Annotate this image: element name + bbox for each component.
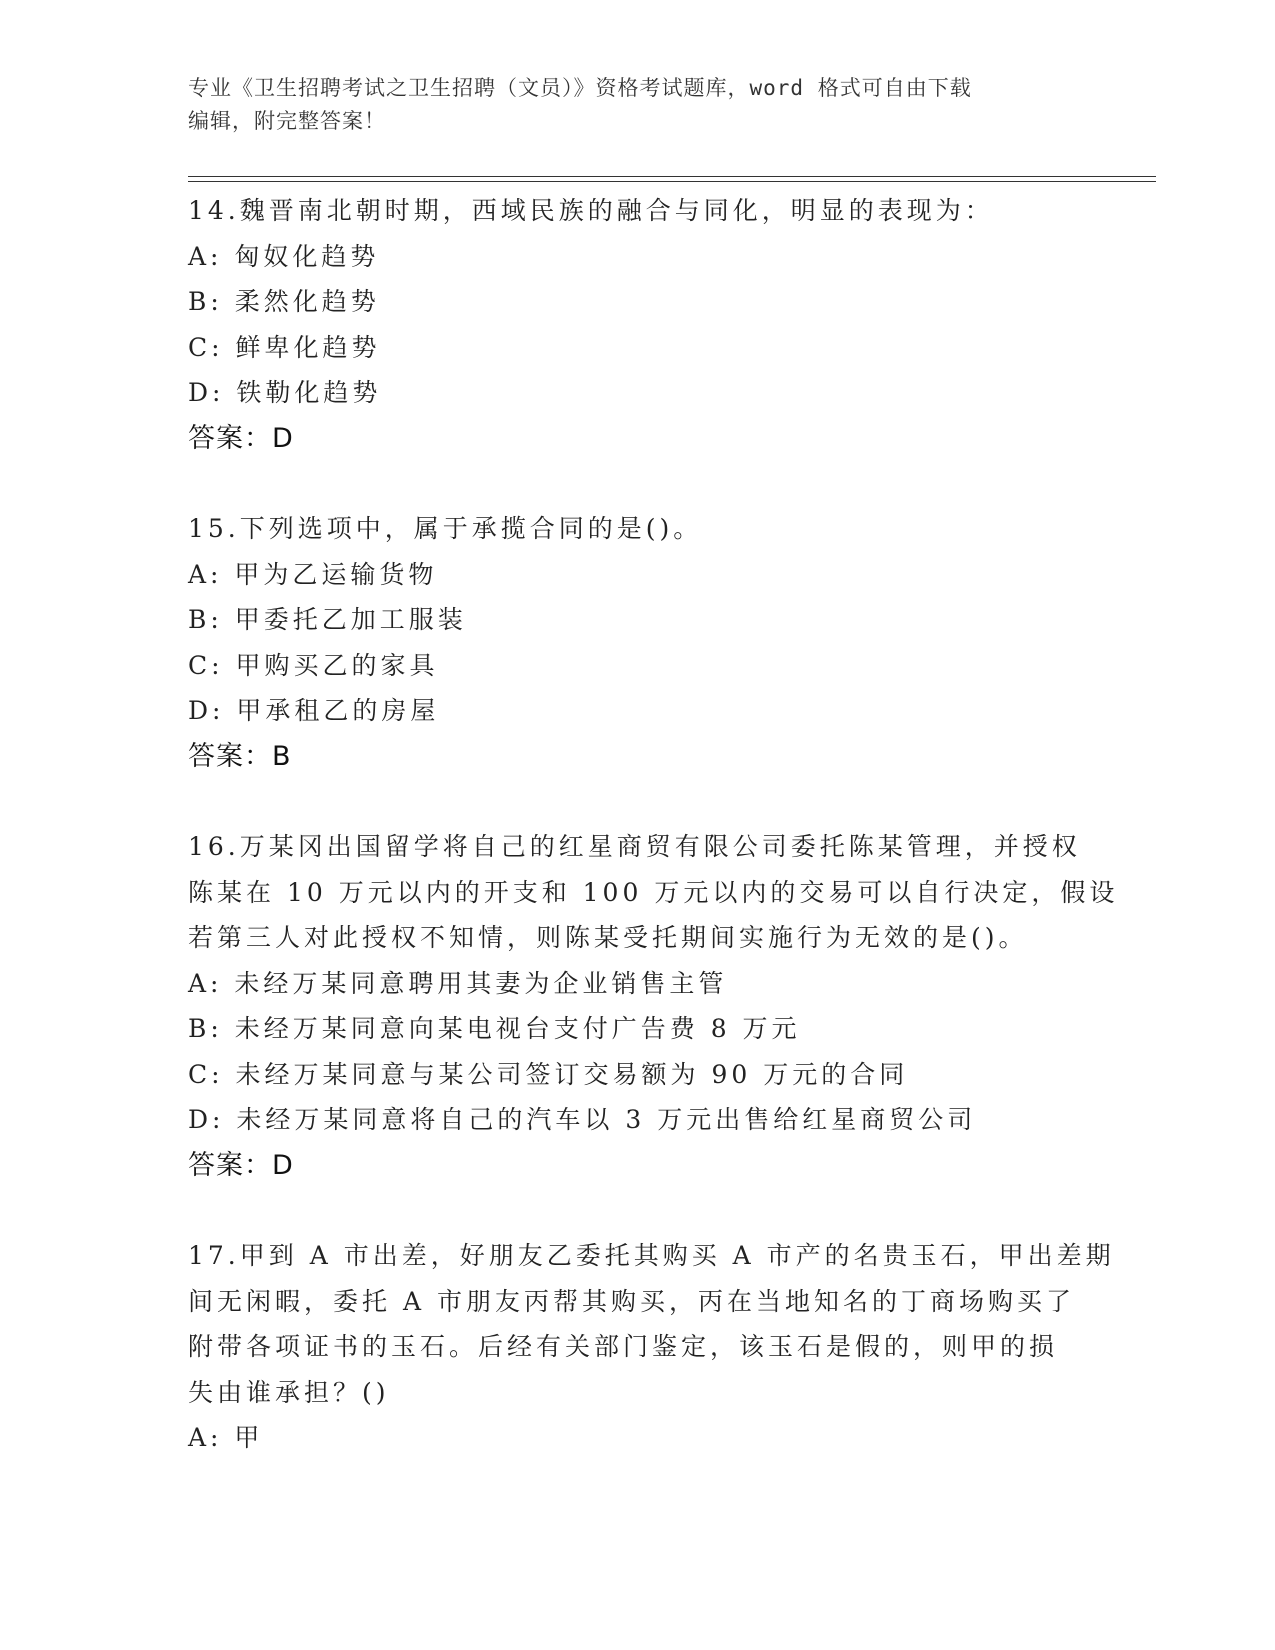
option-c: C: 甲购买乙的家具 xyxy=(188,650,439,680)
option-b: B: 甲委托乙加工服装 xyxy=(188,605,467,634)
question-stem-line: 15.下列选项中，属于承揽合同的是()。 xyxy=(188,514,703,543)
option-b: B: 未经万某同意向某电视台支付广告费 8 万元 xyxy=(188,1014,801,1043)
question-15 xyxy=(188,506,1088,779)
question-14 xyxy=(188,188,1088,461)
option-b: B: 柔然化趋势 xyxy=(188,287,380,316)
question-stem-line: 若第三人对此授权不知情，则陈某受托期间实施行为无效的是()。 xyxy=(188,923,1028,952)
answer-line: 答案：D xyxy=(188,1149,294,1181)
question-stem-line: 14.魏晋南北朝时期，西域民族的融合与同化，明显的表现为： xyxy=(188,196,994,225)
document-header xyxy=(188,72,1088,138)
option-d: D: 未经万某同意将自己的汽车以 3 万元出售给红星商贸公司 xyxy=(188,1105,977,1134)
question-17 xyxy=(188,1233,1115,1461)
question-stem-line: 间无闲暇，委托 A 市朋友丙帮其购买，丙在当地知名的丁商场购买了 xyxy=(188,1286,1075,1316)
question-stem-line: 失由谁承担？() xyxy=(188,1377,390,1407)
question-stem-line: 16.万某冈出国留学将自己的红星商贸有限公司委托陈某管理，并授权 xyxy=(188,832,1081,861)
option-a: A: 甲 xyxy=(188,1423,264,1452)
answer-line: 答案：D xyxy=(188,422,294,454)
answer-line: 答案：B xyxy=(188,740,292,772)
header-text-line-1: 专业《卫生招聘考试之卫生招聘（文员）》资格考试题库，word 格式可自由下载 xyxy=(188,76,972,100)
header-text-line-2: 编辑，附完整答案！ xyxy=(188,109,386,133)
question-stem-line: 17.甲到 A 市出差，好朋友乙委托其购买 A 市产的名贵玉石，甲出差期 xyxy=(188,1241,1115,1270)
option-c: C: 未经万某同意与某公司签订交易额为 90 万元的合同 xyxy=(188,1059,909,1089)
option-d: D: 铁勒化趋势 xyxy=(188,378,382,407)
option-a: A: 甲为乙运输货物 xyxy=(188,559,438,589)
question-16 xyxy=(188,824,1119,1188)
option-a: A: 未经万某同意聘用其妻为企业销售主管 xyxy=(188,968,728,998)
option-c: C: 鲜卑化趋势 xyxy=(188,332,381,362)
option-d: D: 甲承租乙的房屋 xyxy=(188,696,440,725)
header-double-rule xyxy=(188,176,1156,182)
question-stem-line: 附带各项证书的玉石。后经有关部门鉴定，该玉石是假的，则甲的损 xyxy=(188,1332,1059,1361)
question-list xyxy=(188,188,1119,1506)
option-a: A: 匈奴化趋势 xyxy=(188,241,380,271)
question-stem-line: 陈某在 10 万元以内的开支和 100 万元以内的交易可以自行决定，假设 xyxy=(188,877,1119,907)
